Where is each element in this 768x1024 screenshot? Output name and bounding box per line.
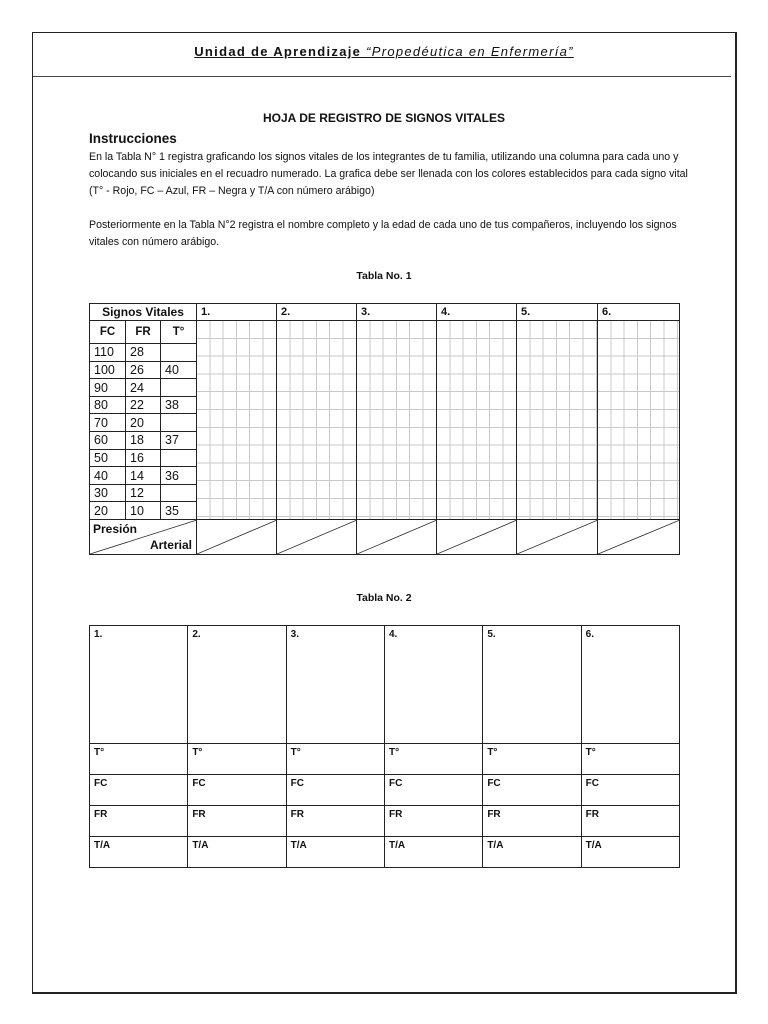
fr-cell[interactable]: FR [483, 806, 581, 837]
chart-column-header: 5. [517, 304, 598, 321]
signos-vitales-header: Signos Vitales [90, 304, 197, 321]
bp-cell-4[interactable] [437, 520, 517, 555]
bp-cell-5[interactable] [517, 520, 598, 555]
chart-column-header: 3. [357, 304, 437, 321]
fc-cell[interactable]: FC [188, 775, 286, 806]
fc-value: 90 [90, 379, 126, 397]
chart-grid-1[interactable] [197, 321, 277, 520]
temp-value [161, 414, 197, 432]
diagonal-divider [517, 520, 598, 554]
temp-cell[interactable]: T° [581, 744, 679, 775]
fc-cell[interactable]: FC [286, 775, 384, 806]
instructions-heading: Instrucciones [89, 131, 177, 146]
fc-value: 70 [90, 414, 126, 432]
fr-value: 18 [126, 432, 161, 450]
diagonal-divider [357, 520, 437, 554]
fr-cell[interactable]: FR [188, 806, 286, 837]
fc-value: 40 [90, 467, 126, 485]
bp-cell-3[interactable] [357, 520, 437, 555]
fc-cell[interactable]: FC [90, 775, 188, 806]
temp-value: 38 [161, 396, 197, 414]
arterial-text: Arterial [149, 538, 192, 552]
fc-value: 60 [90, 432, 126, 450]
bp-cell-2[interactable] [277, 520, 357, 555]
temp-value: 37 [161, 432, 197, 450]
fc-cell[interactable]: FC [581, 775, 679, 806]
unit-name: “Propedéutica en Enfermería” [366, 44, 574, 59]
ta-cell[interactable]: T/A [483, 837, 581, 868]
name-cell[interactable]: 5. [483, 626, 581, 744]
fc-cell[interactable]: FC [483, 775, 581, 806]
chart-grid-4[interactable] [437, 321, 517, 520]
fr-subheader: FR [126, 321, 161, 344]
temp-value: 36 [161, 467, 197, 485]
fc-value: 30 [90, 484, 126, 502]
ta-cell[interactable]: T/A [90, 837, 188, 868]
fr-cell[interactable]: FR [581, 806, 679, 837]
chart-grid-3[interactable] [357, 321, 437, 520]
ta-cell[interactable]: T/A [384, 837, 482, 868]
fc-value: 80 [90, 396, 126, 414]
fr-value: 26 [126, 361, 161, 379]
bp-cell-6[interactable] [598, 520, 680, 555]
instructions-paragraph-1: En la Tabla N° 1 registra graficando los signos vitales de los integrantes de tu familia, utilizando una columna para cada uno y colocando sus iniciales en el recuadro numerado. La grafica debe ser llenada con los colores establecidos para cada signo vital (T° - Rojo, FC – Azul, FR – Negra y T/A con número arábigo) [89, 151, 688, 197]
fr-cell[interactable]: FR [286, 806, 384, 837]
fr-value: 10 [126, 502, 161, 520]
temp-value [161, 484, 197, 502]
header-divider [33, 76, 731, 77]
name-cell[interactable]: 3. [286, 626, 384, 744]
vital-signs-chart-table [89, 303, 680, 555]
course-header [0, 44, 768, 59]
fr-cell[interactable]: FR [384, 806, 482, 837]
name-cell[interactable]: 1. [90, 626, 188, 744]
chart-column-header: 2. [277, 304, 357, 321]
chart-grid-5[interactable] [517, 321, 598, 520]
temp-value [161, 379, 197, 397]
temp-value: 40 [161, 361, 197, 379]
temp-subheader: T° [161, 321, 197, 344]
presion-text: Presión [93, 522, 138, 536]
fc-subheader: FC [90, 321, 126, 344]
fc-value: 100 [90, 361, 126, 379]
diagonal-divider [197, 520, 277, 554]
instructions-paragraph-2: Posteriormente en la Tabla N°2 registra el nombre completo y la edad de cada uno de tus compañeros, incluyendo los signos vitales con número arábigo. [89, 219, 677, 248]
chart-grid-6[interactable] [598, 321, 680, 520]
fr-value: 22 [126, 396, 161, 414]
fc-cell[interactable]: FC [384, 775, 482, 806]
chart-column-header: 4. [437, 304, 517, 321]
fr-value: 24 [126, 379, 161, 397]
fc-value: 50 [90, 449, 126, 467]
chart-grid-2[interactable] [277, 321, 357, 520]
fr-value: 14 [126, 467, 161, 485]
bp-cell-1[interactable] [197, 520, 277, 555]
temp-cell[interactable]: T° [384, 744, 482, 775]
diagonal-divider [277, 520, 357, 554]
unit-label: Unidad de Aprendizaje [194, 44, 362, 59]
fr-value: 28 [126, 344, 161, 362]
fr-cell[interactable]: FR [90, 806, 188, 837]
fr-value: 12 [126, 484, 161, 502]
chart-column-header: 1. [197, 304, 277, 321]
table1-caption: Tabla No. 1 [356, 270, 412, 282]
diagonal-divider [437, 520, 517, 554]
temp-cell[interactable]: T° [90, 744, 188, 775]
fr-value: 16 [126, 449, 161, 467]
table2-caption: Tabla No. 2 [356, 592, 412, 604]
ta-cell[interactable]: T/A [286, 837, 384, 868]
name-cell[interactable]: 6. [581, 626, 679, 744]
classmates-table [89, 625, 680, 868]
fc-value: 20 [90, 502, 126, 520]
temp-cell[interactable]: T° [483, 744, 581, 775]
chart-column-header: 6. [598, 304, 680, 321]
ta-cell[interactable]: T/A [188, 837, 286, 868]
temp-value: 35 [161, 502, 197, 520]
temp-value [161, 449, 197, 467]
fc-value: 110 [90, 344, 126, 362]
document-title: HOJA DE REGISTRO DE SIGNOS VITALES [262, 111, 506, 125]
name-cell[interactable]: 2. [188, 626, 286, 744]
diagonal-divider [598, 520, 680, 554]
fr-value: 20 [126, 414, 161, 432]
presion-arterial-label [90, 520, 197, 555]
temp-cell[interactable]: T° [286, 744, 384, 775]
temp-cell[interactable]: T° [188, 744, 286, 775]
ta-cell[interactable]: T/A [581, 837, 679, 868]
temp-value [161, 344, 197, 362]
name-cell[interactable]: 4. [384, 626, 482, 744]
